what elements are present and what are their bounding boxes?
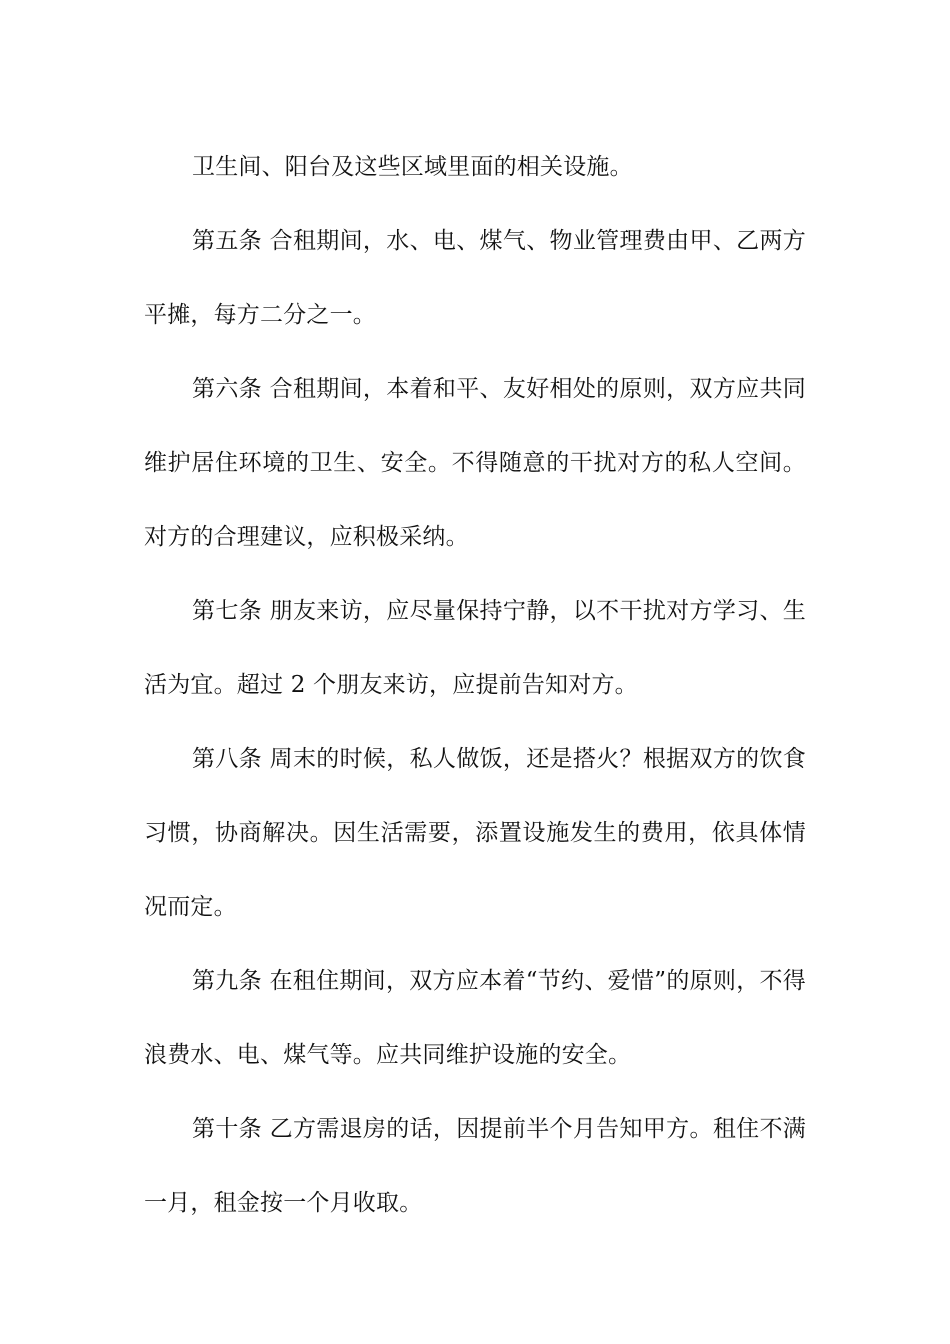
paragraph-bathroom-balcony: 卫生间、阳台及这些区域里面的相关设施。 xyxy=(192,154,633,180)
paragraph-article-9: 第九条 在租住期间，双方应本着“节约、爱惜”的原则，不得浪费水、电、煤气等。应共同维护设施的安全。 xyxy=(144,968,806,1068)
paragraph-article-5: 第五条 合租期间，水、电、煤气、物业管理费由甲、乙两方平摊，每方二分之一。 xyxy=(144,228,806,328)
paragraph-article-6: 第六条 合租期间，本着和平、友好相处的原则，双方应共同维护居住环境的卫生、安全。不得随意的干扰对方的私人空间。对方的合理建议，应积极采纳。 xyxy=(144,376,806,550)
paragraph-article-8: 第八条 周末的时候，私人做饭，还是搭火？根据双方的饮食习惯，协商解决。因生活需要，添置设施发生的费用，依具体情况而定。 xyxy=(144,746,806,920)
document-body xyxy=(144,130,806,1240)
paragraph-article-10: 第十条 乙方需退房的话，因提前半个月告知甲方。租住不满一月，租金按一个月收取。 xyxy=(144,1116,806,1216)
paragraph-article-7: 第七条 朋友来访，应尽量保持宁静，以不干扰对方学习、生活为宜。超过 2 个朋友来访，应提前告知对方。 xyxy=(144,598,806,698)
